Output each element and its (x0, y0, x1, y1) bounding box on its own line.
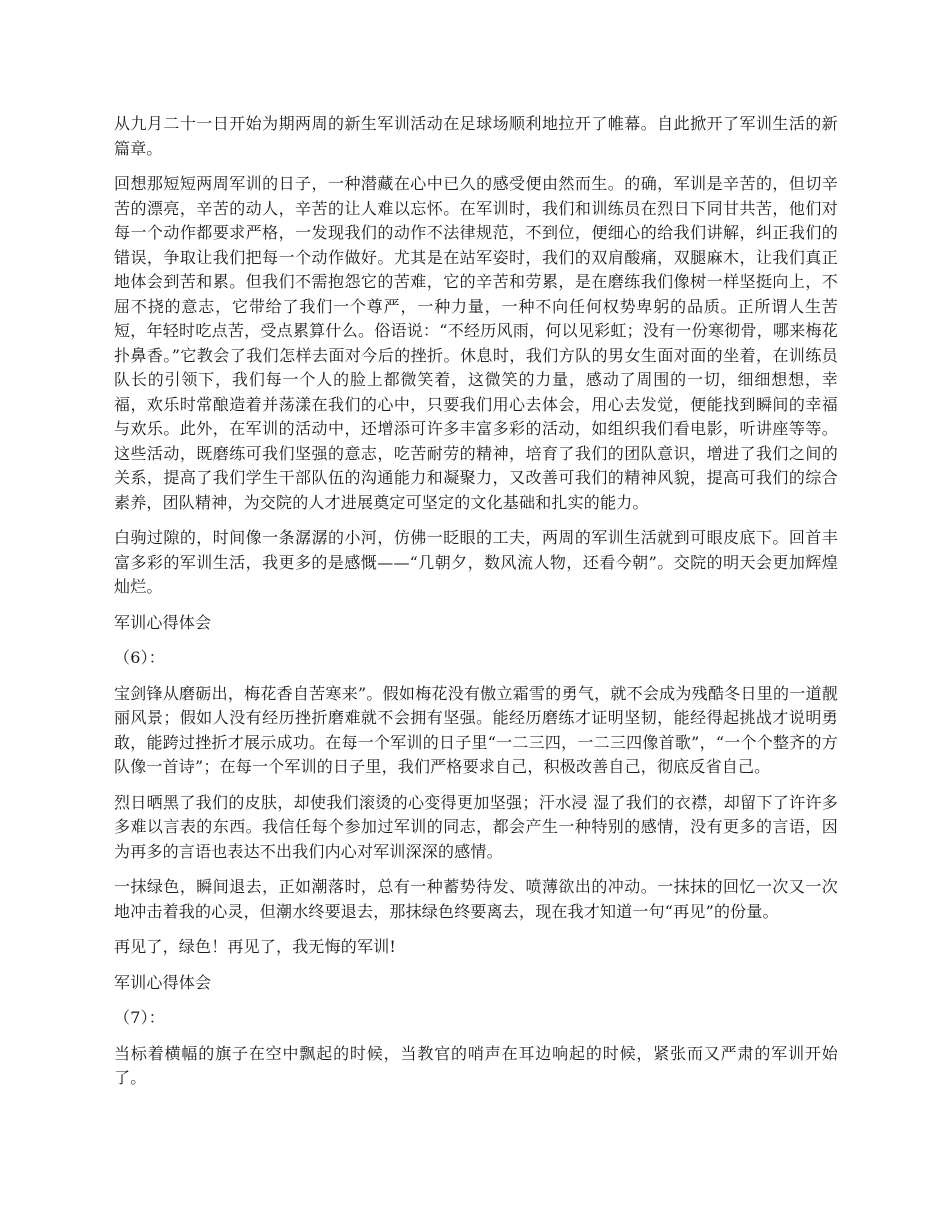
section-number: （7）： (114, 1008, 165, 1027)
paragraph-intro: 从九月二十一日开始为期两周的新生军训活动在足球场顺利地拉开了帷幕。自此掀开了军训生活的新篇章。 (114, 114, 838, 158)
paragraph-sun: 烈日晒黑了我们的皮肤，却使我们滚烫的心变得更加坚强；汗水浸 湿了我们的衣襟，却留下了许许多多难以言表的东西。我信任每个参加过军训的同志，都会产生一种特别的感情，没有更多的言语，因为再多的言语也表达不出我们内心对军训深深的感情。 (114, 792, 838, 861)
document-body (114, 112, 838, 1102)
paragraph-green: 一抹绿色，瞬间退去，正如潮落时，总有一种蓄势待发、喷薄欲出的冲动。一抹抹的回忆一次又一次地冲击着我的心灵，但潮水终要退去，那抹绿色终要离去，现在我才知道一句“再见”的份量。 (114, 877, 838, 921)
section-number: （6）： (114, 648, 165, 667)
paragraph-farewell: 再见了，绿色！再见了，我无悔的军训! (114, 937, 397, 956)
paragraph-conclusion: 白驹过隙的，时间像一条潺潺的小河，仿佛一眨眼的工夫，两周的军训生活就到可眼皮底下。回首丰富多彩的军训生活，我更多的是感慨——“几朝夕，数风流人物，还看今朝”。交院的明天会更加辉煌灿烂。 (114, 528, 838, 596)
paragraph-banner: 当标着横幅的旗子在空中飘起的时候，当教官的哨声在耳边响起的时候，紧张而又严肃的军训开始了。 (114, 1043, 838, 1087)
section-heading: 军训心得体会 (114, 972, 212, 992)
paragraph-reflection: 回想那短短两周军训的日子，一种潜藏在心中已久的感受便由然而生。的确，军训是辛苦的，但切辛苦的漂亮，辛苦的动人，辛苦的让人难以忘怀。在军训时，我们和训练员在烈日下同甘共苦，他们对每一个动作都要求严格，一发现我们的动作不法律规范，不到位，便细心的给我们讲解，纠正我们的错误，争取让我们把每一个动作做好。尤其是在站军姿时，我们的双肩酸痛，双腿麻木，让我们真正地体会到苦和累。但我们不需抱怨它的苦难，它的辛苦和劳累，是在磨练我们像树一样坚挺向上，不屈不挠的意志，它带给了我们一个尊严，一种力量，一种不向任何权势卑躬的品质。正所谓人生苦短，年轻时吃点苦，受点累算什么。俗语说：“不经历风雨，何以见彩虹；没有一份寒彻骨，哪来梅花扑鼻香。”它教会了我们怎样去面对今后的挫折。休息时，我们方队的男女生面对面的坐着，在训练员队长的引领下，我们每一个人的脸上都微笑着，这微笑的力量，感动了周围的一切，细细想想，幸福，欢乐时常酿造着并荡漾在我们的心中，只要我们用心去体会，用心去发觉，便能找到瞬间的幸福与欢乐。此外，在军训的活动中，还增添可许多丰富多彩的活动，如组织我们看电影，听讲座等等。这些活动，既磨练可我们坚强的意志，吃苦耐劳的精神，培育了我们的团队意识，增进了我们之间的关系，提高了我们学生干部队伍的沟通能力和凝聚力，又改善可我们的精神风貌，提高可我们的综合素养，团队精神，为交院的人才进展奠定可坚定的文化基础和扎实的能力。 (114, 174, 838, 512)
paragraph-sword: 宝剑锋从磨砺出，梅花香自苦寒来”。假如梅花没有傲立霜雪的勇气，就不会成为残酷冬日里的一道靓丽风景；假如人没有经历挫折磨难就不会拥有坚强。能经历磨练才证明坚韧，能经得起挑战才说明勇敢，能跨过挫折才展示成功。在每一个军训的日子里“一二三四，一二三四像首歌”，“一个个整齐的方队像一首诗”；在每一个军训的日子里，我们严格要求自己，积极改善自己，彻底反省自己。 (114, 683, 838, 776)
section-heading: 军训心得体会 (114, 612, 212, 632)
